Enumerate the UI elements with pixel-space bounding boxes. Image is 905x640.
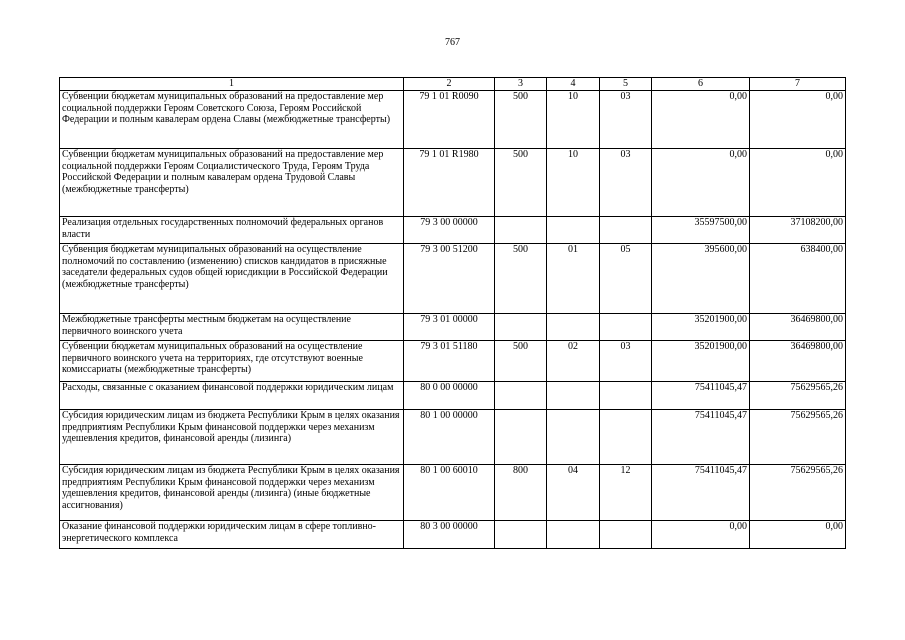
row-target-article: 80 0 00 00000 (404, 382, 495, 410)
table-row (60, 382, 846, 410)
row-subsection: 03 (600, 91, 652, 149)
row-expense-type: 500 (495, 244, 547, 314)
row-name: Расходы, связанные с оказанием финансовой поддержки юридическим лицам (60, 382, 404, 410)
row-expense-type (495, 314, 547, 341)
row-subsection (600, 382, 652, 410)
row-section: 01 (547, 244, 600, 314)
header-cell: 7 (750, 78, 846, 91)
row-name: Субвенции бюджетам муниципальных образований на предоставление мер социальной поддержки Героям Советского Союза, Героям Российской Федерации и полным кавалерам ордена Славы (межбюджетные трансферты) (60, 91, 404, 149)
row-section: 10 (547, 91, 600, 149)
table-row (60, 465, 846, 521)
row-sum-year-1: 35201900,00 (652, 341, 750, 382)
row-sum-year-2: 0,00 (750, 91, 846, 149)
row-name: Оказание финансовой поддержки юридическим лицам в сфере топливно-энергетического комплекса (60, 521, 404, 549)
row-subsection: 03 (600, 149, 652, 217)
row-target-article: 79 3 01 00000 (404, 314, 495, 341)
row-subsection: 12 (600, 465, 652, 521)
row-target-article: 79 3 01 51180 (404, 341, 495, 382)
row-expense-type: 500 (495, 341, 547, 382)
row-section: 10 (547, 149, 600, 217)
row-subsection: 03 (600, 341, 652, 382)
row-sum-year-1: 0,00 (652, 91, 750, 149)
row-subsection (600, 521, 652, 549)
row-sum-year-1: 0,00 (652, 149, 750, 217)
table-row (60, 91, 846, 149)
row-name: Субсидия юридическим лицам из бюджета Республики Крым в целях оказания предприятиям Республики Крым финансовой поддержки через механизм удешевления кредитов, финансовой аренды (лизинга) (60, 410, 404, 465)
table-row (60, 410, 846, 465)
row-sum-year-2: 0,00 (750, 521, 846, 549)
row-subsection (600, 410, 652, 465)
row-section (547, 410, 600, 465)
header-cell: 5 (600, 78, 652, 91)
row-name: Межбюджетные трансферты местным бюджетам на осуществление первичного воинского учета (60, 314, 404, 341)
page-number: 767 (445, 37, 460, 48)
row-sum-year-2: 0,00 (750, 149, 846, 217)
row-sum-year-1: 395600,00 (652, 244, 750, 314)
row-name: Субвенции бюджетам муниципальных образований на осуществление первичного воинского учета на территориях, где отсутствуют военные комиссариаты (межбюджетные трансферты) (60, 341, 404, 382)
row-sum-year-2: 36469800,00 (750, 314, 846, 341)
row-expense-type: 500 (495, 91, 547, 149)
row-section: 04 (547, 465, 600, 521)
row-expense-type: 500 (495, 149, 547, 217)
row-sum-year-2: 75629565,26 (750, 465, 846, 521)
row-target-article: 79 1 01 R1980 (404, 149, 495, 217)
row-sum-year-2: 638400,00 (750, 244, 846, 314)
table-row (60, 341, 846, 382)
row-expense-type (495, 521, 547, 549)
row-sum-year-2: 75629565,26 (750, 382, 846, 410)
row-subsection (600, 217, 652, 244)
row-name: Субсидия юридическим лицам из бюджета Республики Крым в целях оказания предприятиям Республики Крым финансовой поддержки через механизм удешевления кредитов, финансовой аренды (лизинга) (иные бюджетные ассигнования) (60, 465, 404, 521)
row-section (547, 382, 600, 410)
row-name: Реализация отдельных государственных полномочий федеральных органов власти (60, 217, 404, 244)
row-name: Субвенция бюджетам муниципальных образований на осуществление полномочий по составлению (изменению) списков кандидатов в присяжные заседатели федеральных судов общей юрисдикции в Российской Федерации (межбюджетные трансферты) (60, 244, 404, 314)
row-sum-year-1: 75411045,47 (652, 382, 750, 410)
row-target-article: 80 1 00 60010 (404, 465, 495, 521)
row-expense-type: 800 (495, 465, 547, 521)
header-cell: 2 (404, 78, 495, 91)
table-row (60, 521, 846, 549)
row-sum-year-1: 75411045,47 (652, 465, 750, 521)
budget-table (59, 77, 846, 549)
row-section (547, 217, 600, 244)
row-target-article: 79 3 00 51200 (404, 244, 495, 314)
row-sum-year-2: 75629565,26 (750, 410, 846, 465)
row-sum-year-1: 0,00 (652, 521, 750, 549)
table-row (60, 217, 846, 244)
table-row (60, 149, 846, 217)
row-name: Субвенции бюджетам муниципальных образований на предоставление мер социальной поддержки Героям Социалистического Труда, Героям Труда Российской Федерации и полным кавалерам ордена Трудовой Славы (межбюджетные трансферты) (60, 149, 404, 217)
row-expense-type (495, 217, 547, 244)
header-cell: 4 (547, 78, 600, 91)
row-sum-year-2: 36469800,00 (750, 341, 846, 382)
row-sum-year-1: 35597500,00 (652, 217, 750, 244)
header-cell: 6 (652, 78, 750, 91)
row-target-article: 80 3 00 00000 (404, 521, 495, 549)
row-sum-year-2: 37108200,00 (750, 217, 846, 244)
row-sum-year-1: 75411045,47 (652, 410, 750, 465)
row-target-article: 79 3 00 00000 (404, 217, 495, 244)
row-section (547, 314, 600, 341)
row-expense-type (495, 382, 547, 410)
row-target-article: 80 1 00 00000 (404, 410, 495, 465)
row-expense-type (495, 410, 547, 465)
row-subsection (600, 314, 652, 341)
header-cell: 3 (495, 78, 547, 91)
table-row (60, 244, 846, 314)
table-row (60, 314, 846, 341)
header-cell: 1 (60, 78, 404, 91)
row-section (547, 521, 600, 549)
row-target-article: 79 1 01 R0090 (404, 91, 495, 149)
row-subsection: 05 (600, 244, 652, 314)
table-header-row (60, 78, 846, 91)
row-sum-year-1: 35201900,00 (652, 314, 750, 341)
row-section: 02 (547, 341, 600, 382)
